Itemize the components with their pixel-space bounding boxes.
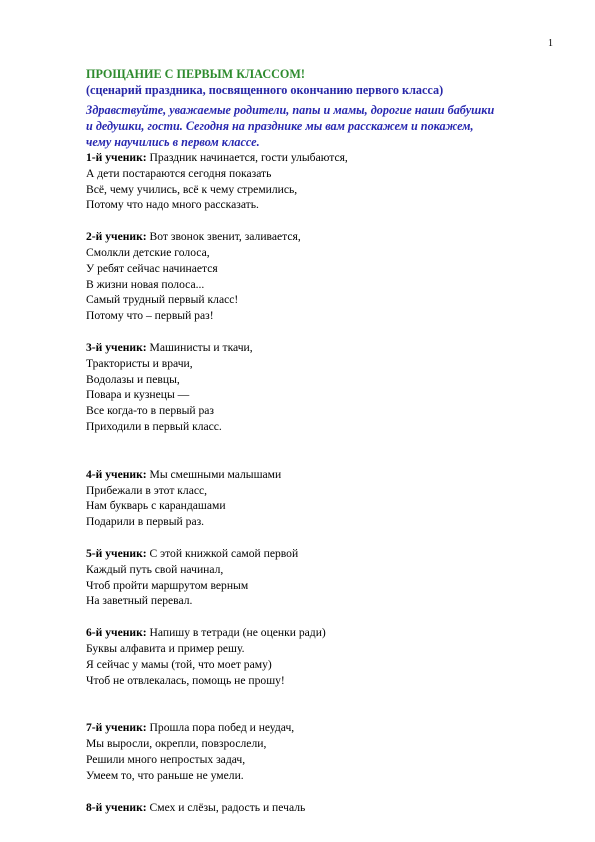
verse-line: 4-й ученик: Мы смешными малышами: [86, 467, 282, 481]
verse-line: Решили много непростых задач,: [86, 752, 246, 766]
verse-line: Смолкли детские голоса,: [86, 245, 210, 259]
intro-line: чему научились в первом классе.: [86, 135, 260, 149]
intro-line: и дедушки, гости. Сегодня на празднике мы вам расскажем и покажем,: [86, 119, 474, 133]
verse-block-4: [86, 467, 566, 530]
verse-line: 5-й ученик: С этой книжкой самой первой: [86, 546, 299, 560]
verse-line: Я сейчас у мамы (той, что моет раму): [86, 657, 272, 671]
verse-line: Самый трудный первый класс!: [86, 293, 239, 307]
verse-line: 1-й ученик: Праздник начинается, гости улыбаются,: [86, 151, 348, 164]
verse-line: У ребят сейчас начинается: [86, 261, 218, 275]
verse-line: Водолазы и певцы,: [86, 372, 180, 386]
verse-line: Трактористы и врачи,: [86, 356, 193, 370]
verse-line: Все когда-то в первый раз: [86, 404, 215, 418]
verse-line: Чтоб пройти маршрутом верным: [86, 578, 249, 592]
verse-line: Подарили в первый раз.: [86, 515, 205, 529]
verse-line: А дети постараются сегодня показать: [86, 166, 272, 180]
speaker-label: 7-й ученик:: [86, 721, 147, 735]
verse-line: Потому что надо много рассказать.: [86, 198, 259, 212]
speaker-label: 2-й ученик:: [86, 230, 147, 244]
verse-line: 8-й ученик: Смех и слёзы, радость и печаль: [86, 800, 306, 814]
verse-block-5: [86, 546, 566, 609]
verse-line: Нам букварь с карандашами: [86, 499, 226, 513]
verse-line: Повара и кузнецы —: [86, 388, 190, 402]
verse-block-8: [86, 800, 566, 816]
speaker-label: 6-й ученик:: [86, 626, 147, 640]
verse-line: Прибежали в этот класс,: [86, 483, 208, 497]
document-body: [86, 66, 566, 815]
verse-line: В жизни новая полоса...: [86, 277, 205, 291]
verse-line: Буквы алфавита и пример решу.: [86, 641, 245, 655]
verse-block-2: [86, 229, 566, 324]
speaker-label: 8-й ученик:: [86, 800, 147, 814]
verse-line: Каждый путь свой начинал,: [86, 562, 224, 576]
verse-line: 6-й ученик: Напишу в тетради (не оценки ради): [86, 626, 326, 640]
verse-line: Умеем то, что раньше не умели.: [86, 768, 244, 782]
verse-line: 2-й ученик: Вот звонок звенит, заливается,: [86, 230, 301, 244]
verse-line: Потому что – первый раз!: [86, 309, 214, 323]
verse-block-3: [86, 340, 566, 435]
page-number: 1: [548, 38, 553, 49]
speaker-label: 1-й ученик:: [86, 151, 147, 164]
intro-line: Здравствуйте, уважаемые родители, папы и мамы, дорогие наши бабушки: [86, 103, 495, 117]
verse-line: 7-й ученик: Прошла пора побед и неудач,: [86, 721, 295, 735]
speaker-label: 4-й ученик:: [86, 467, 147, 481]
speaker-label: 5-й ученик:: [86, 546, 147, 560]
verse-line: Всё, чему учились, всё к чему стремились,: [86, 182, 298, 196]
verse-line: 3-й ученик: Машинисты и ткачи,: [86, 340, 253, 354]
verse-line: На заветный перевал.: [86, 594, 193, 608]
verse-line: Мы выросли, окрепли, повзрослели,: [86, 737, 267, 751]
intro-paragraph: [86, 102, 566, 150]
verse-block-7: [86, 720, 566, 783]
speaker-label: 3-й ученик:: [86, 340, 147, 354]
verse-line: Приходили в первый класс.: [86, 419, 222, 433]
document-title: ПРОЩАНИЕ С ПЕРВЫМ КЛАССОМ!: [86, 67, 305, 81]
document-subtitle: (сценарий праздника, посвященного окончанию первого класса): [86, 83, 444, 97]
verse-block-6: [86, 625, 566, 688]
verse-block-1: [86, 150, 566, 213]
verse-line: Чтоб не отвлекалась, помощь не прошу!: [86, 673, 285, 687]
